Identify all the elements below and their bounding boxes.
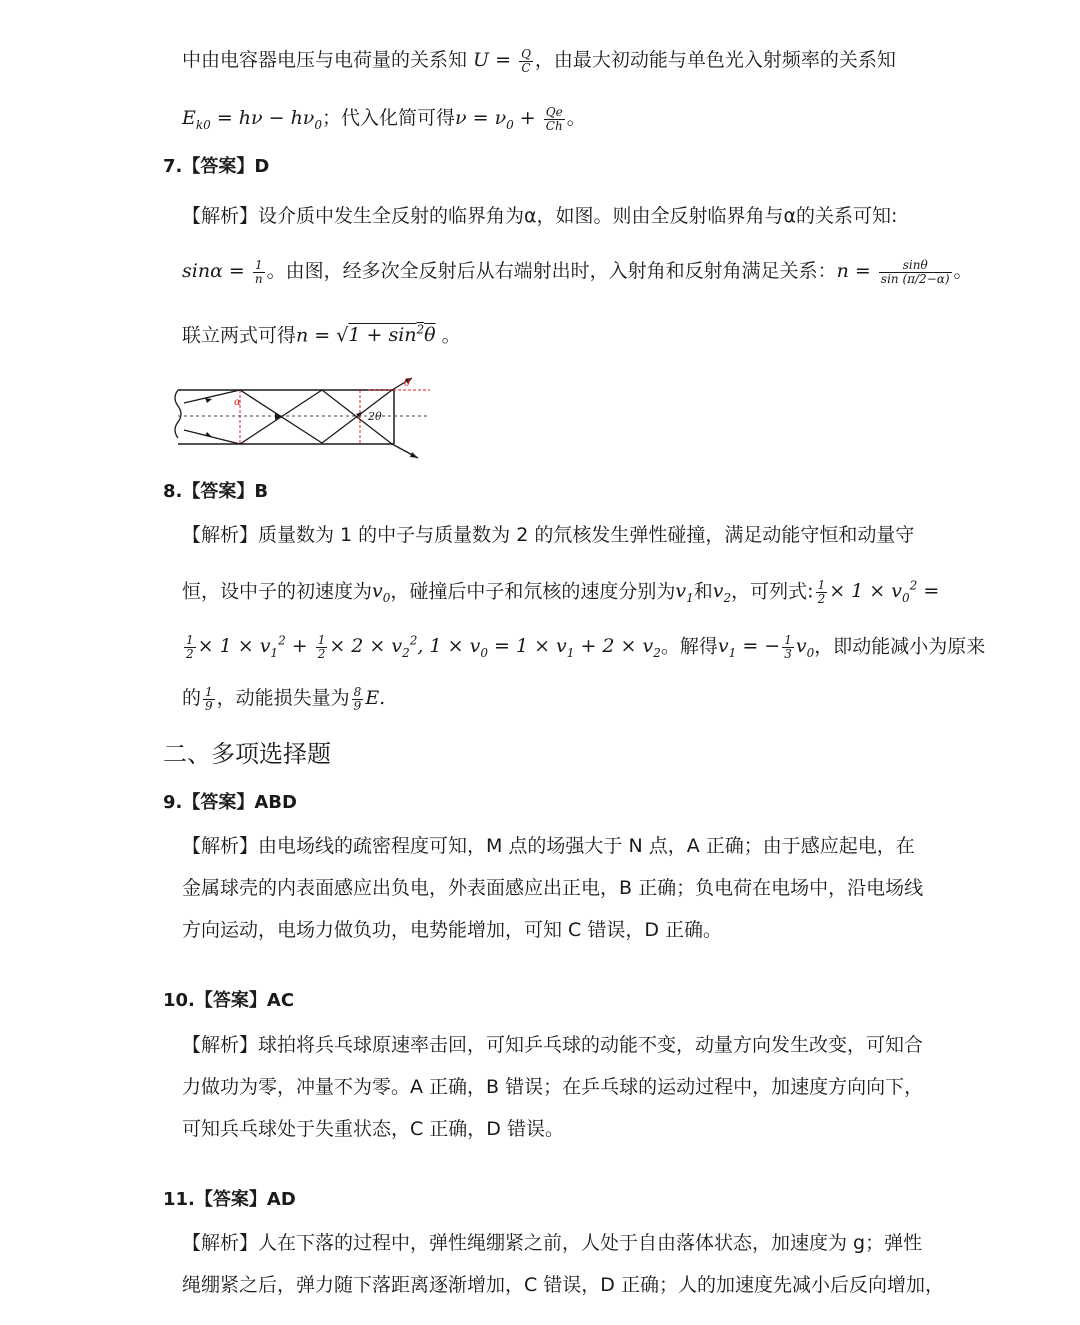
ray-lower xyxy=(184,390,392,444)
formula-ek0: $E_{k0} = h\nu - h\nu_0$ xyxy=(182,107,322,132)
text-span: 的 xyxy=(182,687,202,709)
text-line: 【解析】球拍将兵乓球原速率击回，可知乒乓球的动能不变，动量方向发生改变，可知合 xyxy=(182,1034,924,1056)
text-span: 和 xyxy=(693,580,713,603)
formula-sin-alpha: sinα = $\frac{1}{n}$ xyxy=(182,257,263,286)
arrow-icon xyxy=(205,432,212,437)
text-span: ；代入化简可得 xyxy=(322,107,456,129)
alpha-label: α xyxy=(234,397,241,408)
text-line: 绳绷紧之后，弹力随下落距离逐渐增加，C 错误，D 正确；人的加速度先减小后反向增加， xyxy=(182,1274,944,1296)
answer-heading-7: 7.【答案】D xyxy=(163,156,270,177)
formula-u: U = $\frac{Q}{C}$ xyxy=(473,46,531,75)
text-span: 。由图，经多次全反射后从右端射出时，入射角和反射角满足关系： xyxy=(266,260,837,282)
text-line xyxy=(182,627,985,667)
text-line: 的 $\frac{1}{9}$ ，动能损失量为 $\frac{8}{9}$ E. xyxy=(182,684,386,713)
text-span: 。解得 xyxy=(660,635,718,658)
text-line: 【解析】人在下落的过程中，弹性绳绷紧之前，人处于自由落体状态，加速度为 g；弹性 xyxy=(182,1232,923,1254)
text-span: ，碰撞后中子和氘核的速度分别为 xyxy=(390,580,676,603)
text-line: 方向运动，电场力做负功，电势能增加，可知 C 错误，D 正确。 xyxy=(182,919,723,941)
section-title: 二、多项选择题 xyxy=(163,740,331,768)
text-line: 【解析】由电场线的疏密程度可知，M 点的场强大于 N 点，A 正确；由于感应起电，在 xyxy=(182,835,915,857)
text-span: ，由最大初动能与单色光入射频率的关系知 xyxy=(534,49,896,71)
answer-heading-11: 11.【答案】AD xyxy=(163,1189,296,1210)
text-span: 。 xyxy=(441,324,461,347)
answer-heading-8: 8.【答案】B xyxy=(163,481,269,502)
text-line: 恒，设中子的初速度为$v_0$，碰撞后中子和氘核的速度分别为$v_1$和$v_2$，可列式: $\frac{1}{2}$ × $1 \times v_0^2$ = xyxy=(182,577,940,606)
theta-label: θ xyxy=(404,378,411,389)
formula-loss: $\frac{8}{9}$ E. xyxy=(353,684,386,713)
formula-nu: $\nu = \nu_0$ + $\frac{Qe}{Ch}$ xyxy=(455,104,563,133)
answer-heading-10: 10.【答案】AC xyxy=(163,990,295,1011)
fiber-end-wavy xyxy=(175,390,181,438)
text-line: 【解析】设介质中发生全反射的临界角为α，如图。则由全反射临界角与α的关系可知: xyxy=(182,205,898,227)
text-line: 可知兵乓球处于失重状态，C 正确，D 错误。 xyxy=(182,1118,564,1140)
arrow-icon xyxy=(410,452,418,458)
text-line xyxy=(182,104,586,139)
text-line: 金属球壳的内表面感应出负电，外表面感应出正电，B 正确；负电荷在电场中，沿电场线 xyxy=(182,877,924,899)
text-line xyxy=(182,46,896,75)
answer-heading-9: 9.【答案】ABD xyxy=(163,792,297,813)
text-line: 【解析】质量数为 1 的中子与质量数为 2 的氘核发生弹性碰撞，满足动能守恒和动量守 xyxy=(182,524,915,546)
text-span: 联立两式可得 xyxy=(182,324,297,347)
formula-energy-lhs: $\frac{1}{2}$ × $1 \times v_0^2$ = xyxy=(817,577,940,606)
formula-n: n = $\frac{\sin\theta}{\sin (\pi/2-\alpha)}$ xyxy=(836,257,950,286)
text-span: 。 xyxy=(566,107,586,129)
reflection-diagram xyxy=(172,370,434,464)
text-line xyxy=(182,316,461,349)
text-span: ，即动能减小为原来 xyxy=(814,635,986,658)
formula-v1: $v_1$ = − $\frac{1}{3}$ $v_0$ xyxy=(717,632,815,661)
text-span: 中由电容器电压与电荷量的关系知 xyxy=(182,49,474,71)
text-span: ，可列式: xyxy=(731,580,814,603)
text-line xyxy=(182,257,973,286)
text-span: ，动能损失量为 xyxy=(216,687,350,709)
text-span: 。 xyxy=(953,260,973,282)
text-line: 力做功为零，冲量不为零。A 正确，B 错误；在乒乓球的运动过程中，加速度方向向下， xyxy=(182,1076,924,1098)
two-theta-label: 2θ xyxy=(368,410,382,423)
arrow-icon xyxy=(205,398,212,403)
formula-energy-rhs: $\frac{1}{2}$ × $1 \times v_1^2$ + $\frac{1}{2}$ × $2 \times v_2^2$, $1 \times v_0 = 1 \times v_1 + 2 \times v_2$ xyxy=(186,632,661,661)
formula-n-result: $n = √1 + \sin^2\theta$ xyxy=(296,323,436,347)
text-span: 恒，设中子的初速度为 xyxy=(182,580,373,603)
